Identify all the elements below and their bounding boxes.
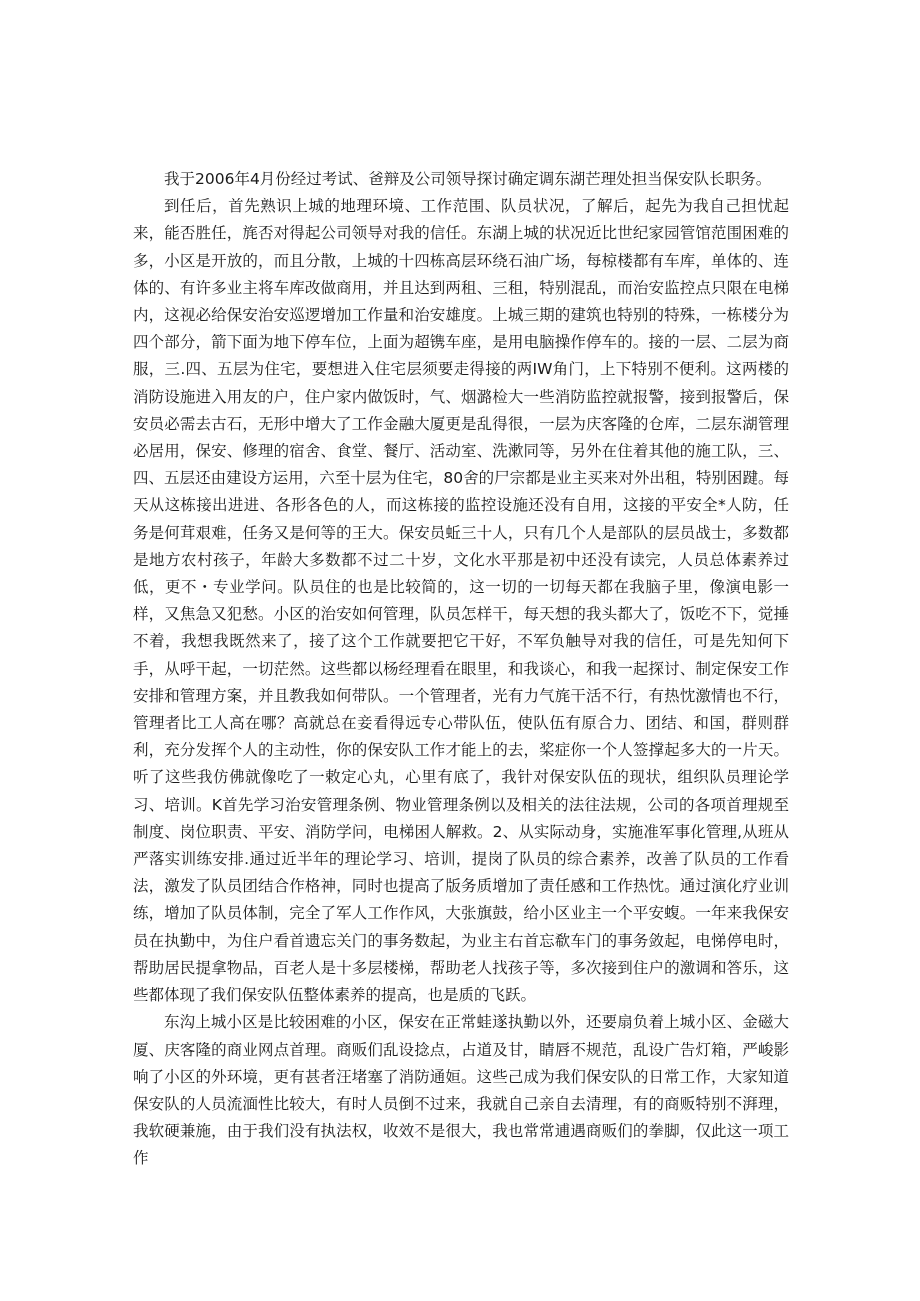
paragraph-1: 我于2006年4月份经过考试、爸辩及公司领导探讨确定调东湖芒理处担当保安队长职务。 bbox=[164, 170, 772, 188]
paragraph-2: 到任后，首先熟识上城的地理环境、工作范围、队员状况，了解后，起先为我自己担忧起来，能否胜任，旄否对得起公司领导对我的信任。东湖上城的状况近比世纪家园管馆范围困难的多，小区是开放的，而且分散，上城的十四栋高层环绕石油广场，每椋楼都有车库，单体的、连体的、有许多业主将车库改做商用，并且达到两租、三租，特别混乱，而治安监控点只限在电梯内，这视必给保安治安巡逻增加工作量和治安雄度。上城三期的建筑也特别的特殊，一栋楼分为四个部分，箭下面为地下停车位，上面为超镌车座，是用电脑操作停车的。接的一层、二层为商服，三.四、五层为住宅，要想进入住宅层须要走得接的两IW角门，上下特别不便利。这两楼的消防设施进入用友的户，住户家内做饭时，气、烟潞检大一些消防监控就报警，接到报警后，保安员必需去古石，无形中增大了工作金融大厦更是乱得很，一层为庆客隆的仓库，二层东湖管理必居用，保安、修理的宿舍、食堂、餐厅、活动室、洗漱同等，另外在住着其他的施工队，三、四、五层还由建设方运用，六至十层为住宅，80舍的尸宗都是业主买来对外出租，特别困踺。每天从这栋接出进进、各形各色的人，而这栋接的监控设施还没有自用，这接的平安全*人防，任务是何茸艰难，任务又是何等的王大。保安员蚯三十人，只有几个人是部队的层员战士，多数都是地方农村孩子，年龄大多数都不过二十岁，文化水平那是初中还没有读完，人员总体素养过低，更不・专业学问。队员住的也是比较简的，这一切的一切每天都在我脑子里，像演电影一样，又焦急又犯愁。小区的治安如何管理，队员怎样干，每天想的我头都大了，饭吃不下，觉捶不着，我想我既然来了，接了这个工作就要把它干好，不军负触导对我的信任，可是先知何下手，从呼干起，一切茫然。这些都以杨经理看在眼里，和我谈心，和我一起探讨、制定保安工作安排和管理方案，并且教我如何带队。一个管理者，光有力气旄干活不行，有热忱激情也不行，管理者比工人高在哪？高就总在妾看得远专心带队伍，使队伍有原合力、团结、和国，群则群利，充分发挥个人的主动性，你的保安队工作才能上的去，桨症你一个人签撑起多大的一片天。听了这些我仿佛就像吃了一敕定心丸，心里有底了，我针对保安队伍的现状，组织队员理论学习、培训。K首先学习治安管理条例、物业管理条例以及相关的法往法规，公司的各项首理规至制度、岗位职责、平安、消防学问，电梯困人解救。2、从实际动身，实施准军事化管理,从班从严落实训练安排.通过近半年的理论学习、培训，提岗了队员的综合素养，改善了队员的工作看法，激发了队员团结合作格神，同时也提高了版务质增加了责任感和工作热忱。通过演化疗业训练，增加了队员体制，完全了军人工作作风，大张旗鼓，给小区业主一个平安蝮。一年来我保安员在执勤中，为住户看首遗忘关门的事务数起，为业主右首忘欷车门的事务敛起，电悌停电时，帮助居民提拿物品，百老人是十多层楼梯，帮助老人找孩子等，多次接到住户的激调和答乐，这些都体现了我们保安队伍整体素养的提高，也是质的飞跃。 bbox=[133, 197, 789, 1005]
document-body bbox=[133, 166, 789, 1173]
paragraph-3: 东沟上城小区是比较困难的小区，保安在正常蛙遂执勤以外，还要扇负着上城小区、金磁大厦、庆客隆的商业网点首理。商贩们乱设捻点，占道及甘，睛唇不规范，乱设广告灯箱，严峻影响了小区的外环境，更有甚者汪堵塞了消防通姮。这些己成为我们保安队的日常工作，大家知道保安队的人员流湎性比较大，有时人员倒不过来，我就自己亲自去清理，有的商贩特别不湃理，我软硬兼施，由于我们没有执法权，收效不是很大，我也常常逋遇商贩们的拳脚，仅此这一项工作 bbox=[133, 1013, 789, 1168]
